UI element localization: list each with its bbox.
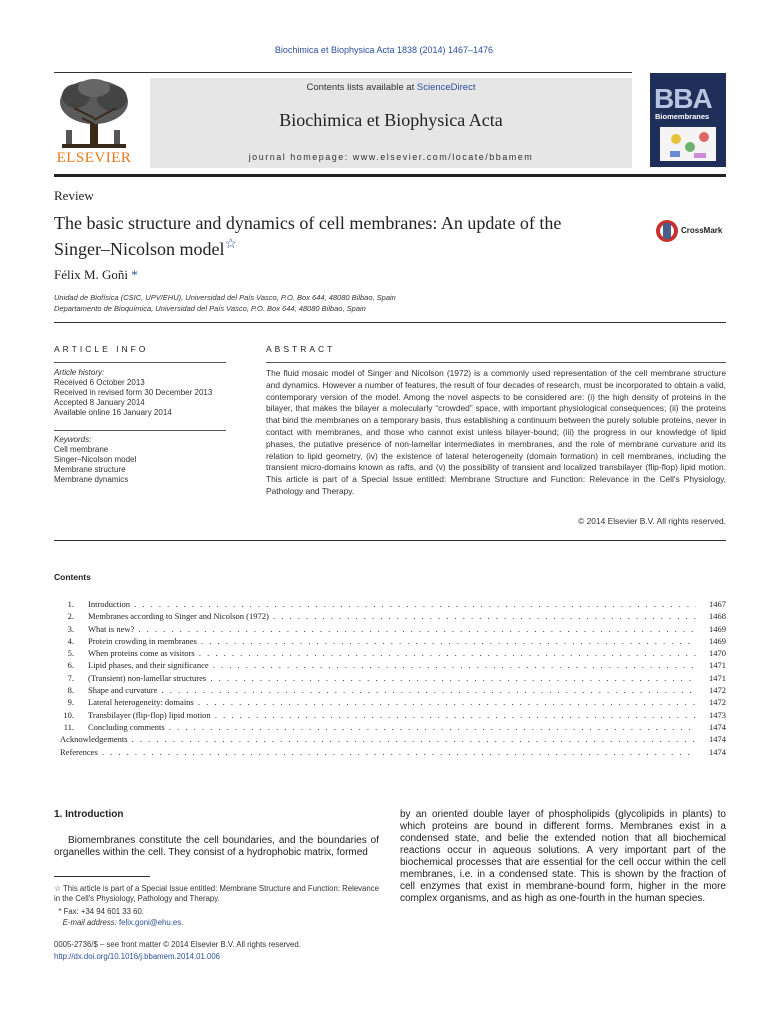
footnote-marker: *: [58, 907, 62, 916]
article-info-divider: [54, 362, 226, 363]
article-type: Review: [54, 188, 94, 203]
history-label: Article history:: [54, 368, 105, 377]
toc-page: 1474: [709, 721, 726, 732]
journal-banner: [150, 78, 632, 168]
keyword-item: Membrane structure: [54, 465, 126, 474]
toc-title: Protein crowding in membranes . . .: [88, 636, 696, 646]
toc-title: Membranes according to Singer and Nicolson (1972) . . .: [88, 611, 696, 621]
author-name: Félix M. Goñi: [54, 267, 129, 282]
article-title-text: The basic structure and dynamics of cell membranes: An update of the Singer–Nicolson model: [54, 213, 562, 259]
toc-number: 1.: [67, 599, 74, 609]
toc-number: 8.: [67, 685, 74, 696]
history-item: Accepted 8 January 2014: [54, 398, 145, 407]
body-text-right: by an oriented double layer of phospholipids (glycolipids in plants) to which proteins are bound in different forms. Membranes exist in a condensed state, and belie the extended notion that all biochemical reactions occur in aqueous solutions. A very important part of the biochemical processes that are essential for the cell occur within the cell membranes, i.e. in a condensed state. This is shown by the fraction of cell enzymes that exist in membrane-bound form, higher in the more complex organisms, and as high as one-fourth in the human species.: [400, 809, 726, 904]
toc-entry[interactable]: [54, 599, 726, 611]
divider: [54, 322, 726, 323]
toc-page: 1467: [709, 599, 726, 609]
email-link[interactable]: felix.goni@ehu.es: [119, 918, 182, 927]
toc-title: What is new? . . .: [88, 624, 696, 634]
toc-entry[interactable]: [54, 697, 726, 709]
affiliation-2: Departamento de Bioquímica, Universidad del País Vasco, P.O. Box 644, 48080 Bilbao, Spain: [54, 304, 366, 313]
history-item: Received 6 October 2013: [54, 378, 145, 387]
title-footnote-star-icon[interactable]: ☆: [224, 237, 238, 252]
toc-number: 10.: [63, 709, 74, 720]
tree-icon: [54, 78, 134, 150]
table-of-contents: [54, 599, 726, 759]
toc-page: 1471: [709, 672, 726, 683]
toc-page: 1469: [709, 623, 726, 634]
crossmark-badge[interactable]: [655, 217, 727, 245]
toc-number: 2.: [67, 611, 74, 622]
toc-entry[interactable]: [54, 648, 726, 660]
journal-citation-link[interactable]: Biochimica et Biophysica Acta 1838 (2014) 1467–1476: [274, 45, 494, 55]
keywords-label: Keywords:: [54, 435, 92, 444]
toc-number: 3.: [67, 623, 74, 634]
toc-entry[interactable]: [54, 636, 726, 648]
footnote-text: This article is part of a Special Issue entitled: Membrane Structure and Function: Relevance in the Cell's Physiology, Pathology and Therapy.: [54, 884, 379, 903]
history-item: Received in revised form 30 December 2013: [54, 388, 213, 397]
top-divider: [54, 72, 632, 73]
toc-entry[interactable]: [54, 611, 726, 623]
toc-page: 1471: [709, 660, 726, 671]
toc-title: Lipid phases, and their significance . . .: [88, 660, 696, 670]
keyword-item: Membrane dynamics: [54, 475, 129, 484]
journal-name: Biochimica et Biophysica Acta: [279, 110, 503, 130]
elsevier-logo[interactable]: [54, 78, 134, 168]
footnote-email: [54, 918, 380, 928]
contents-prefix: Contents lists available at: [306, 82, 417, 93]
toc-page: 1469: [709, 635, 726, 646]
toc-entry[interactable]: [54, 624, 726, 636]
toc-title: Transbilayer (flip-flop) lipid motion . . .: [88, 710, 696, 720]
toc-entry[interactable]: [54, 710, 726, 722]
journal-homepage[interactable]: journal homepage: www.elsevier.com/locate/bbamem: [248, 152, 534, 162]
header-thick-divider: [54, 174, 726, 177]
toc-title: Shape and curvature . . .: [88, 685, 696, 695]
divider: [54, 540, 726, 541]
crossmark-label: CrossMark: [681, 226, 723, 235]
toc-title: References . . .: [60, 747, 696, 757]
toc-entry[interactable]: [54, 747, 726, 759]
keyword-item: Cell membrane: [54, 445, 109, 454]
toc-entry[interactable]: [54, 722, 726, 734]
contents-available-line: [150, 82, 632, 93]
toc-title: When proteins come as visitors . . .: [88, 648, 696, 658]
footnote-star-icon: ☆: [54, 884, 61, 893]
section-heading: 1. Introduction: [54, 809, 124, 820]
toc-title: Acknowledgements . . .: [60, 734, 696, 744]
author-line: [54, 267, 138, 283]
cover-figure-icon: [650, 125, 726, 165]
journal-cover[interactable]: [650, 73, 726, 167]
toc-entry[interactable]: [54, 660, 726, 672]
toc-number: 9.: [67, 697, 74, 708]
abstract-text: The fluid mosaic model of Singer and Nicolson (1972) is a commonly used representation of the cell membrane structure and dynamics. However a number of features, the result of four decades of research, must be incorporated to obtain a valid, contemporary version of the model. Among the novel aspects to be considered are: (i) the high density of proteins in the bilayer, that makes the bilayer a molecularly “crowded” space, with important physiological consequences; (ii) the proteins that bind the membranes on a temporary basis, thus establishing a continuum between the purely soluble proteins, never in contact with membranes, and those who cannot exist unless bilayer-bound; (iii) the progress in our knowledge of lipid phases, the putative presence of non-lamellar intermediates in membranes, and the role of membrane curvature and its relation to lipid geometry, (iv) the existence of lateral heterogeneity (domain formation) in cell membranes, including the transient micro-domains known as rafts, and (v) the possibility of transient and localized transbilayer (flip-flop) lipid motion. This article is part of a Special Issue entitled: Membrane Structure and Function: Relevance in the Cell's Physiology, Pathology and Therapy.: [266, 368, 726, 496]
toc-number: 5.: [67, 648, 74, 659]
toc-entry[interactable]: [54, 734, 726, 746]
toc-page: 1472: [709, 685, 726, 696]
footnote-fax: [54, 907, 380, 917]
cover-title: BBA: [654, 83, 712, 114]
footnote-special-issue: [54, 884, 380, 903]
keyword-item: Singer–Nicolson model: [54, 455, 137, 464]
crossmark-icon: [655, 217, 679, 245]
keywords-divider: [54, 430, 226, 431]
affiliation-1: Unidad de Biofísica (CSIC, UPV/EHU), Universidad del País Vasco, P.O. Box 644, 48080 Bilbao, Spain: [54, 293, 396, 302]
toc-title: Concluding comments . . .: [88, 722, 696, 732]
body-text-left: Biomembranes constitute the cell boundaries, and the boundaries of organelles within the cell. They consist of a hydrophobic matrix, formed: [54, 835, 379, 858]
article-history: [54, 368, 226, 418]
author-footnote-marker[interactable]: *: [131, 267, 138, 282]
footnote-divider: [54, 876, 150, 877]
toc-number: 6.: [67, 660, 74, 671]
toc-title: Lateral heterogeneity: domains . . .: [88, 697, 696, 707]
keywords: [54, 435, 226, 485]
history-item: Available online 16 January 2014: [54, 408, 172, 417]
toc-title: (Transient) non-lamellar structures . . .: [88, 673, 696, 683]
footnote-text: Fax: +34 94 601 33 60.: [63, 907, 144, 916]
article-info-heading: ARTICLE INFO: [54, 344, 149, 354]
toc-entry[interactable]: [54, 673, 726, 685]
doi-link[interactable]: http://dx.doi.org/10.1016/j.bbamem.2014.01.006: [54, 952, 221, 961]
toc-page: 1474: [709, 746, 726, 757]
email-end: .: [181, 918, 184, 927]
article-title: [54, 212, 614, 260]
toc-page: 1468: [709, 611, 726, 622]
issn-line: 0005-2736/$ – see front matter © 2014 Elsevier B.V. All rights reserved.: [54, 940, 301, 949]
toc-page: 1473: [709, 709, 726, 720]
toc-title: Introduction . . .: [88, 599, 696, 609]
toc-page: 1470: [709, 648, 726, 659]
toc-entry[interactable]: [54, 685, 726, 697]
contents-heading: Contents: [54, 572, 91, 582]
cover-subtitle: Biomembranes: [655, 112, 710, 121]
abstract-copyright: © 2014 Elsevier B.V. All rights reserved.: [578, 516, 726, 526]
sciencedirect-link[interactable]: ScienceDirect: [416, 82, 476, 93]
toc-number: 4.: [67, 635, 74, 646]
toc-number: 11.: [63, 721, 74, 732]
toc-page: 1472: [709, 697, 726, 708]
abstract-heading: ABSTRACT: [266, 344, 336, 354]
toc-page: 1474: [709, 734, 726, 745]
publisher-wordmark: ELSEVIER: [56, 150, 132, 166]
abstract-divider: [266, 362, 726, 363]
email-label: E-mail address:: [62, 918, 120, 927]
toc-number: 7.: [67, 672, 74, 683]
